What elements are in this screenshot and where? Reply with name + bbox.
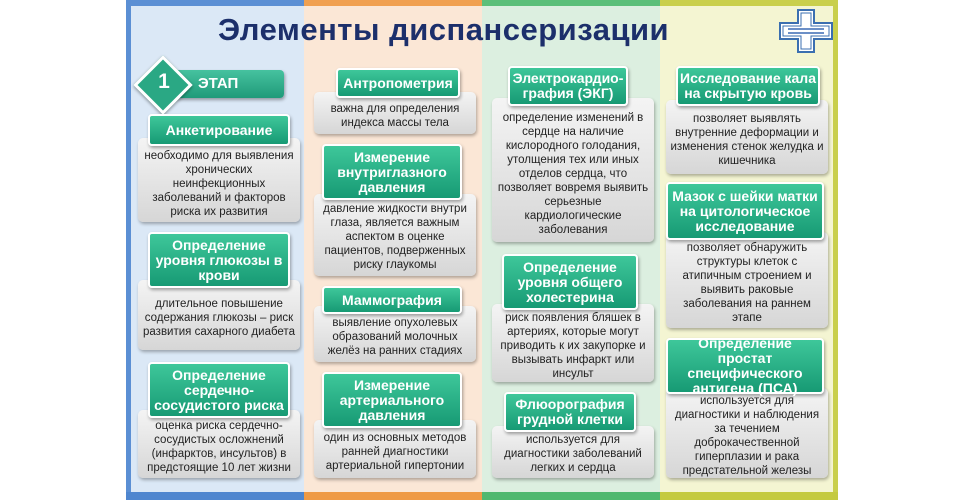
cross-emblem-icon <box>778 8 834 54</box>
card-title: Определение уровня общего холестерина <box>502 254 638 310</box>
card-text: выявление опухолевых образований молочных желёз на ранних стадиях <box>314 306 476 362</box>
card-text: оценка риска сердечно-сосудистых осложнений (инфарктов, инсультов) в предстоящие 10 лет жизни <box>138 410 300 478</box>
card-text: давление жидкости внутри глаза, является важным аспектом в оценке пациентов, подверженных риску глаукомы <box>314 194 476 276</box>
card-title: Измерение артериального давления <box>322 372 462 428</box>
card-text: один из основных методов ранней диагностики артериальной гипертонии <box>314 420 476 478</box>
card-title: Электрокардио-графия (ЭКГ) <box>508 66 628 106</box>
bottom-color-strip <box>126 492 838 500</box>
card-title: Антропометрия <box>336 68 460 98</box>
stage-number: 1 <box>158 70 170 93</box>
card-title: Мазок с шейки матки на цитологическое исследование <box>666 182 824 240</box>
stage-label: ЭТАП <box>198 75 239 92</box>
card-text: риск появления бляшек в артериях, которые могут приводить к их закупорке и вызывать инфаркт или инсульт <box>492 304 654 382</box>
card-text: позволяет выявлять внутренние деформации и изменения стенок желудка и кишечника <box>666 100 828 174</box>
card-text: позволяет обнаружить структуры клеток с атипичным строением и выявить раковые заболевания на раннем этапе <box>666 232 828 328</box>
card-title: Определение простат специфического антигена (ПСА) <box>666 338 824 394</box>
left-border <box>126 0 131 500</box>
page-title: Элементы диспансеризации <box>218 12 670 47</box>
card-text: определение изменений в сердце на наличие кислородного голодания, утолщения тех или иных отделов сердца, что позволяет вовремя выявить серьезные кардиологические заболевания <box>492 98 654 242</box>
card-title: Флюорография грудной клетки <box>504 392 636 432</box>
card-text: необходимо для выявления хронических неинфекционных заболеваний и факторов риска их развития <box>138 138 300 222</box>
card-title: Определение сердечно-сосудистого риска <box>148 362 290 418</box>
top-color-strip <box>126 0 838 6</box>
right-border <box>833 0 838 500</box>
card-title: Исследование кала на скрытую кровь <box>676 66 820 106</box>
card-text: используется для диагностики и наблюдения за течением доброкачественной гиперплазии и рака предстательной железы <box>666 388 828 478</box>
card-text: используется для диагностики заболеваний легких и сердца <box>492 426 654 478</box>
card-title: Определение уровня глюкозы в крови <box>148 232 290 288</box>
card-title: Анкетирование <box>148 114 290 146</box>
stage-badge <box>132 62 288 104</box>
card-text: важна для определения индекса массы тела <box>314 92 476 134</box>
card-title: Маммография <box>322 286 462 314</box>
card-text: длительное повышение содержания глюкозы – риск развития сахарного диабета <box>138 280 300 350</box>
card-title: Измерение внутриглазного давления <box>322 144 462 200</box>
poster <box>126 0 838 500</box>
